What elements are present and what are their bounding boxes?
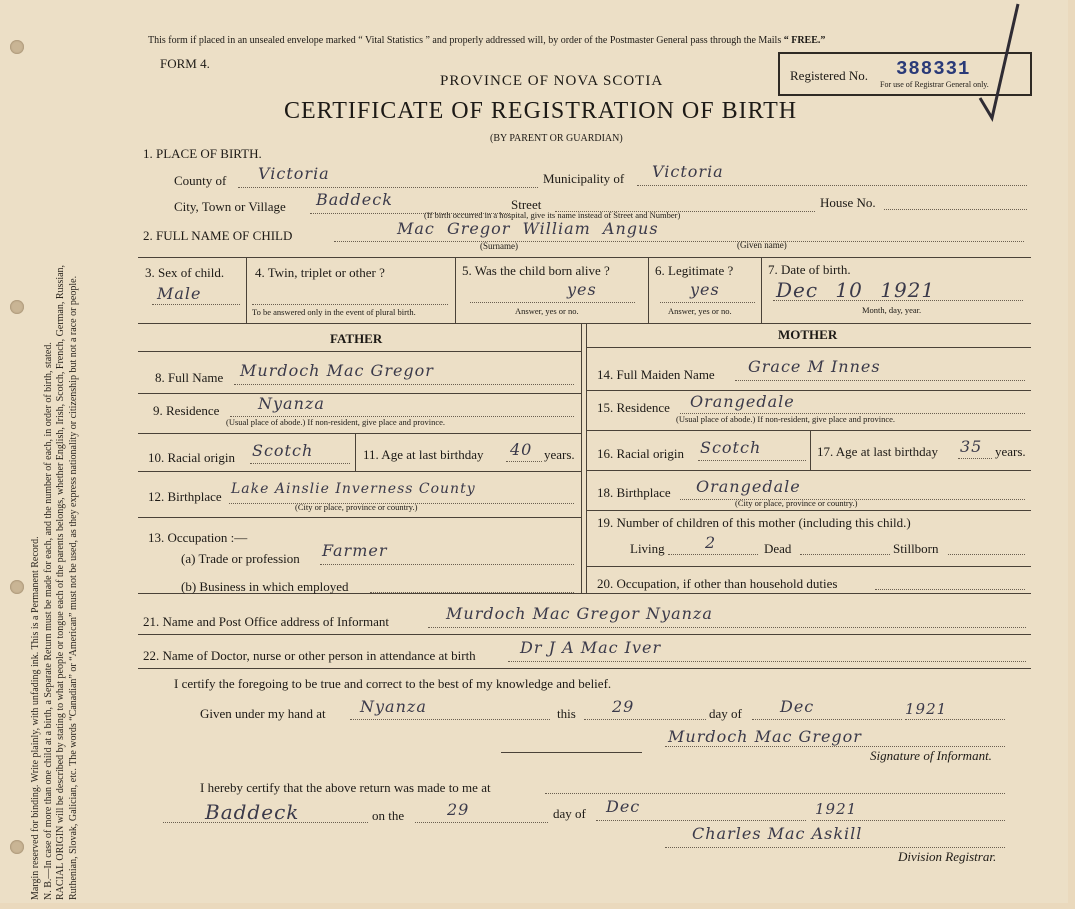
father-birthplace-label: 12. Birthplace bbox=[148, 489, 222, 504]
given-label: Given under my hand at bbox=[200, 706, 326, 721]
legitimate-note: Answer, yes or no. bbox=[668, 306, 732, 316]
city-label: City, Town or Village bbox=[174, 199, 286, 214]
street-label: Street bbox=[511, 197, 542, 212]
trade-value: Farmer bbox=[322, 541, 388, 560]
form-number: FORM 4. bbox=[160, 56, 210, 71]
mother-residence-note: (Usual place of abode.) If non-resident, give place and province. bbox=[676, 414, 896, 424]
county-value: Victoria bbox=[258, 164, 330, 183]
mother-years-label: years. bbox=[995, 444, 1026, 459]
sex-value: Male bbox=[157, 284, 202, 303]
on-the-label: on the bbox=[372, 808, 405, 823]
mother-heading: MOTHER bbox=[778, 327, 838, 342]
father-racial-value: Scotch bbox=[252, 441, 314, 460]
mother-birthplace-value: Orangedale bbox=[696, 477, 801, 496]
side-line: Ruthenian, Slovak, Galician, etc. The words “Canadian” or “American” must not be used, as they express nationality or citizenship but not a race or people. bbox=[67, 275, 79, 900]
trade-label: (a) Trade or profession bbox=[181, 551, 300, 566]
side-line: Margin reserved for binding. Write plainly, with unfading ink. This is a Permanent Record. bbox=[30, 536, 41, 900]
father-residence-label: 9. Residence bbox=[153, 403, 220, 418]
mother-residence-value: Orangedale bbox=[690, 392, 795, 411]
check-mark-icon bbox=[970, 0, 1030, 130]
house-label: House No. bbox=[820, 195, 876, 210]
informant-label: 21. Name and Post Office address of Informant bbox=[143, 614, 389, 629]
child-name-value: Mac Gregor William Angus bbox=[397, 219, 659, 238]
registered-label: Registered No. bbox=[790, 68, 868, 83]
dob-note: Month, day, year. bbox=[862, 305, 922, 315]
province-heading: PROVINCE OF NOVA SCOTIA bbox=[440, 73, 664, 89]
alive-note: Answer, yes or no. bbox=[515, 306, 579, 316]
children-count-label: 19. Number of children of this mother (including this child.) bbox=[597, 515, 911, 530]
mother-racial-label: 16. Racial origin bbox=[597, 446, 685, 461]
binding-hole bbox=[10, 580, 24, 594]
father-name-label: 8. Full Name bbox=[155, 370, 224, 385]
informant-signature-label: Signature of Informant. bbox=[870, 748, 992, 763]
living-label: Living bbox=[630, 541, 665, 556]
registrar-place: Baddeck bbox=[205, 800, 300, 824]
informant-signature: Murdoch Mac Gregor bbox=[668, 727, 862, 746]
hospital-note: (If birth occurred in a hospital, give its name instead of Street and Number) bbox=[424, 210, 681, 220]
binding-hole bbox=[10, 300, 24, 314]
given-place: Nyanza bbox=[360, 697, 427, 716]
mother-birthplace-label: 18. Birthplace bbox=[597, 485, 671, 500]
mother-name-label: 14. Full Maiden Name bbox=[597, 367, 715, 382]
binding-hole bbox=[10, 40, 24, 54]
registrar-year: 1921 bbox=[815, 800, 858, 818]
side-line: N. B.—In case of more than one child at a birth, a Separate Return must be made for each, and the number of each, in order of birth, stated. bbox=[42, 342, 54, 900]
mother-occupation-label: 20. Occupation, if other than household duties bbox=[597, 576, 838, 591]
given-name-note: (Given name) bbox=[737, 240, 787, 250]
father-residence-note: (Usual place of abode.) If non-resident, give place and province. bbox=[226, 417, 446, 427]
father-racial-label: 10. Racial origin bbox=[148, 450, 236, 465]
alive-label: 5. Was the child born alive ? bbox=[462, 263, 610, 278]
legitimate-label: 6. Legitimate ? bbox=[655, 263, 734, 278]
postal-notice-free: “ FREE.” bbox=[783, 35, 826, 46]
dob-value: Dec 10 1921 bbox=[776, 278, 936, 302]
father-birthplace-value: Lake Ainslie Inverness County bbox=[231, 481, 476, 497]
registered-number: 388331 bbox=[896, 58, 971, 80]
given-day-of-label: day of bbox=[709, 706, 742, 721]
document-subtitle: (BY PARENT OR GUARDIAN) bbox=[490, 133, 623, 144]
doctor-value: Dr J A Mac Iver bbox=[520, 638, 662, 657]
mother-age-value: 35 bbox=[960, 437, 983, 456]
place-heading: 1. PLACE OF BIRTH. bbox=[143, 146, 262, 161]
city-value: Baddeck bbox=[316, 190, 393, 209]
father-age-label: 11. Age at last birthday bbox=[363, 447, 484, 462]
municipality-value: Victoria bbox=[652, 162, 724, 181]
father-residence-value: Nyanza bbox=[258, 394, 325, 413]
county-label: County of bbox=[174, 173, 227, 188]
postal-notice bbox=[148, 35, 825, 46]
postal-notice-text: This form if placed in an unsealed envelope marked “ Vital Statistics ” and properly addressed will, by order of the Postmaster General pass through the Mails bbox=[148, 35, 782, 46]
given-month: Dec bbox=[780, 697, 815, 716]
registrar-signature: Charles Mac Askill bbox=[692, 824, 863, 843]
doctor-label: 22. Name of Doctor, nurse or other person in attendance at birth bbox=[143, 648, 476, 663]
surname-note: (Surname) bbox=[480, 241, 518, 251]
registered-note: For use of Registrar General only. bbox=[880, 80, 989, 89]
mother-residence-label: 15. Residence bbox=[597, 400, 670, 415]
side-instructions bbox=[30, 80, 130, 900]
registrar-day: 29 bbox=[447, 800, 470, 819]
father-name-value: Murdoch Mac Gregor bbox=[240, 361, 434, 380]
business-label: (b) Business in which employed bbox=[181, 579, 349, 594]
binding-hole bbox=[10, 840, 24, 854]
informant-value: Murdoch Mac Gregor Nyanza bbox=[446, 604, 713, 623]
father-age-value: 40 bbox=[510, 440, 533, 459]
registrar-signature-label: Division Registrar. bbox=[898, 849, 997, 864]
child-name-label: 2. FULL NAME OF CHILD bbox=[143, 228, 293, 243]
this-label: this bbox=[557, 706, 576, 721]
father-heading: FATHER bbox=[330, 331, 383, 346]
mother-name-value: Grace M Innes bbox=[748, 357, 881, 376]
registrar-day-of-label: day of bbox=[553, 806, 586, 821]
given-day: 29 bbox=[612, 697, 635, 716]
mother-age-label: 17. Age at last birthday bbox=[817, 444, 938, 459]
registrar-month: Dec bbox=[606, 797, 641, 816]
legitimate-value: yes bbox=[690, 280, 720, 299]
alive-value: yes bbox=[567, 280, 597, 299]
document-title: CERTIFICATE OF REGISTRATION OF BIRTH bbox=[284, 98, 798, 124]
mother-racial-value: Scotch bbox=[700, 438, 762, 457]
municipality-label: Municipality of bbox=[543, 171, 625, 186]
father-birthplace-note: (City or place, province or country.) bbox=[295, 502, 418, 512]
dead-label: Dead bbox=[764, 541, 792, 556]
stillborn-label: Stillborn bbox=[893, 541, 939, 556]
twin-note: To be answered only in the event of plural birth. bbox=[252, 307, 416, 317]
father-occupation-label: 13. Occupation :— bbox=[148, 530, 248, 545]
dob-label: 7. Date of birth. bbox=[768, 262, 851, 277]
father-years-label: years. bbox=[544, 447, 575, 462]
given-year: 1921 bbox=[905, 700, 948, 718]
registrar-text: I hereby certify that the above return was made to me at bbox=[200, 780, 491, 795]
certify-text: I certify the foregoing to be true and correct to the best of my knowledge and belief. bbox=[174, 676, 612, 691]
twin-label: 4. Twin, triplet or other ? bbox=[255, 265, 385, 280]
living-value: 2 bbox=[705, 533, 717, 552]
mother-birthplace-note: (City or place, province or country.) bbox=[735, 498, 858, 508]
side-line: RACIAL ORIGIN will be described by stating to what people or tongue each of the parents belongs, whether English, Irish, Scotch, French, German, Russian, bbox=[55, 264, 66, 900]
sex-label: 3. Sex of child. bbox=[145, 265, 225, 280]
